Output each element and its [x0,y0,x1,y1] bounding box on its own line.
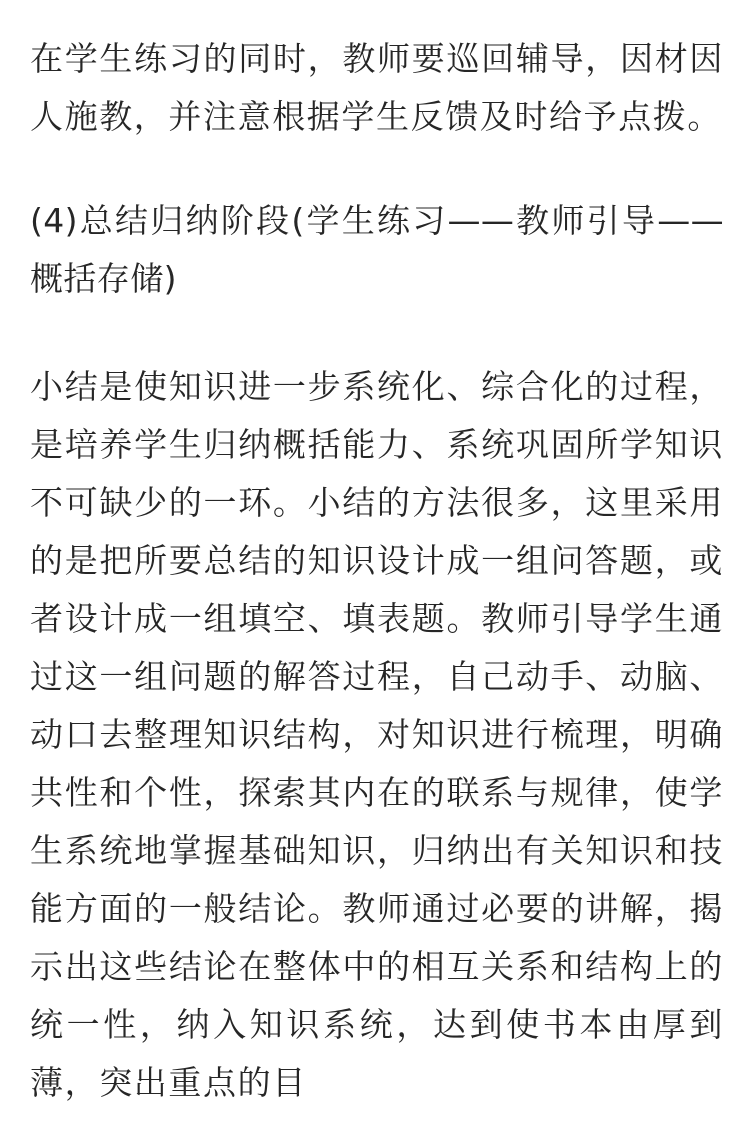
paragraph-summary: 小结是使知识进一步系统化、综合化的过程，是培养学生归纳概括能力、系统巩固所学知识不可缺少的一环。小结的方法很多，这里采用的是把所要总结的知识设计成一组问答题，或者设计成一组填空、填表题。教师引导学生通过这一组问题的解答过程，自己动手、动脑、动口去整理知识结构，对知识进行梳理，明确共性和个性，探索其内在的联系与规律，使学生系统地掌握基础知识，归纳出有关知识和技能方面的一般结论。教师通过必要的讲解，揭示出这些结论在整体中的相互关系和结构上的统一性，纳入知识系统，达到使书本由厚到薄，突出重点的目 [30,367,724,1102]
paragraph-tutoring: 在学生练习的同时，教师要巡回辅导，因材因人施教，并注意根据学生反馈及时给予点拨。 [30,39,724,136]
section-heading-summary-stage: (4)总结归纳阶段(学生练习——教师引导——概括存储) [30,201,724,298]
